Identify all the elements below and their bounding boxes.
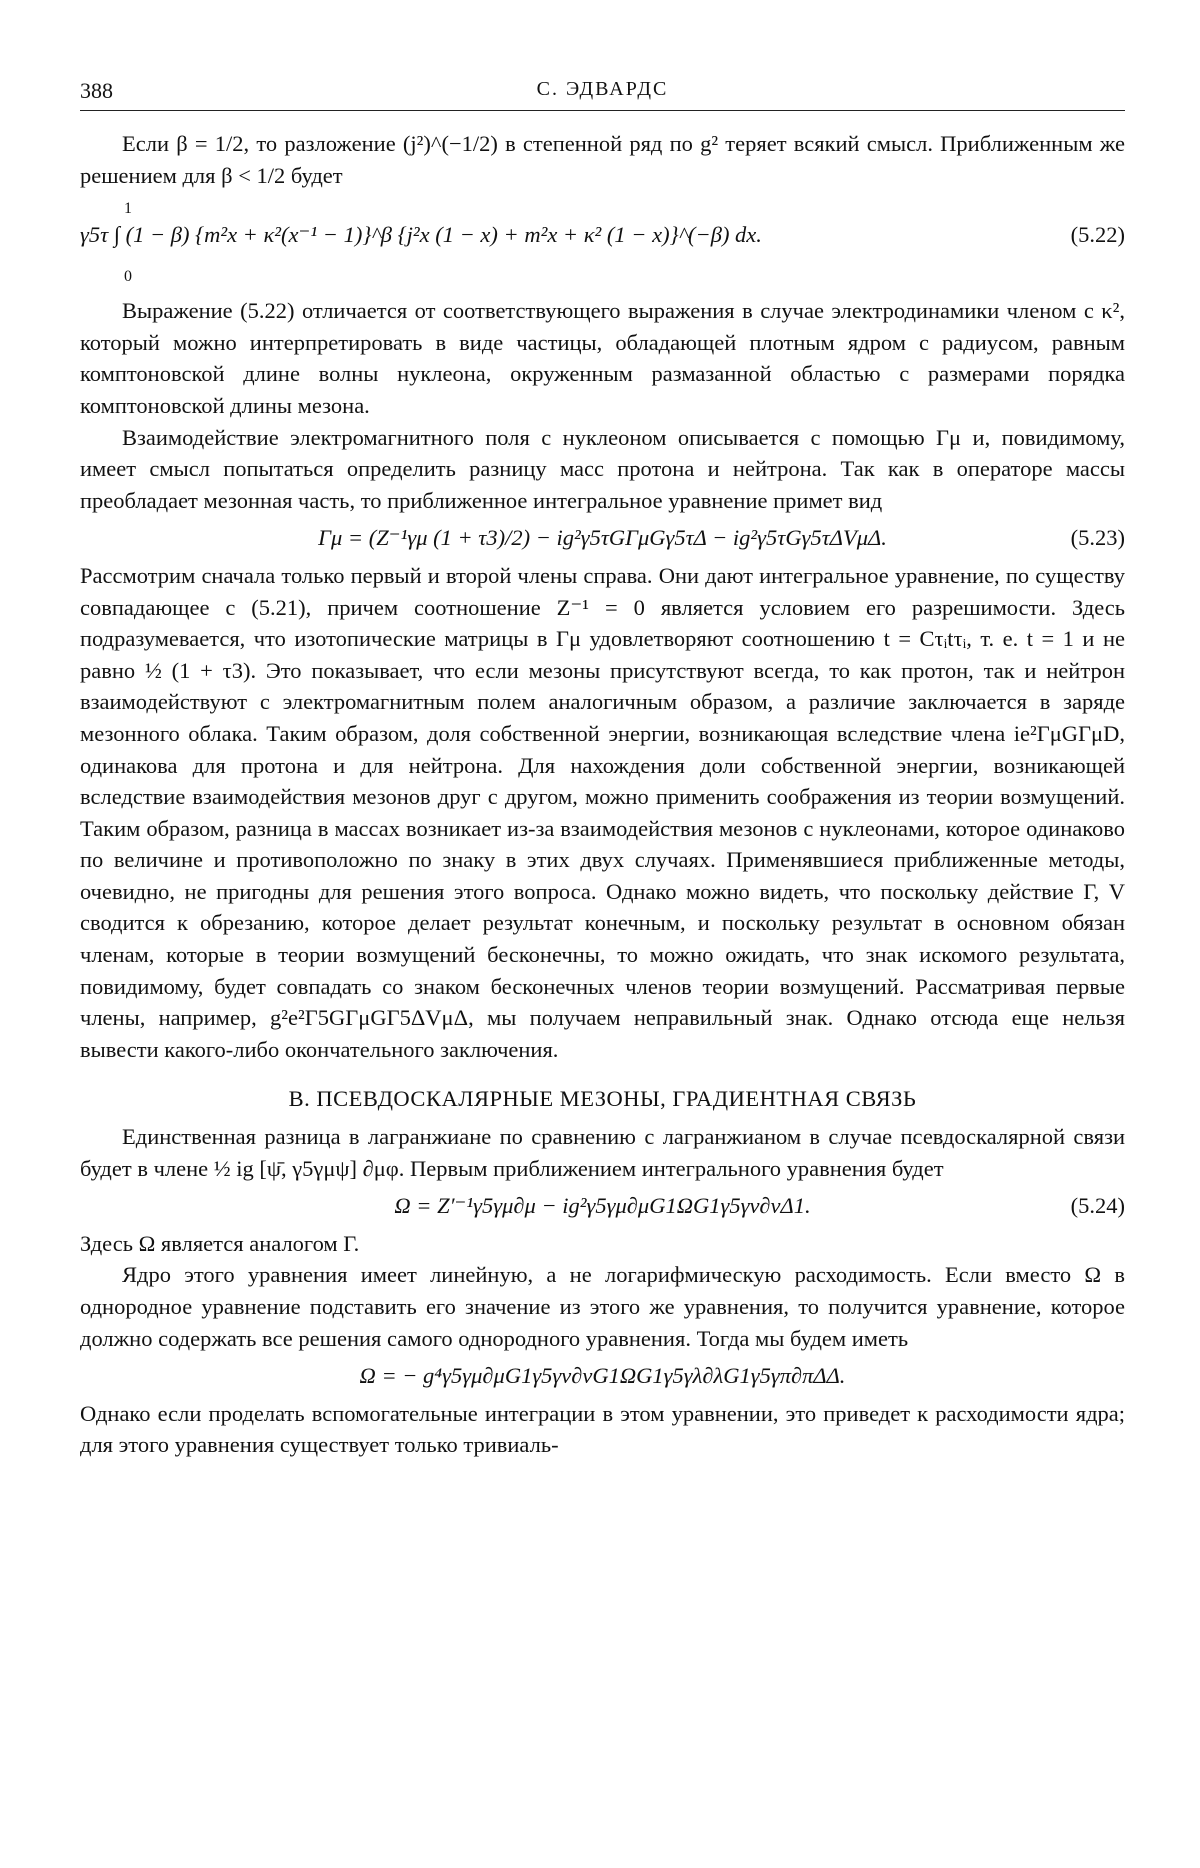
equation-body: Γμ = (Z⁻¹γμ (1 + τ3)/2) − ig²γ5τGΓμGγ5τΔ − ig²γ5τGγ5τΔVμΔ. bbox=[318, 525, 887, 551]
paragraph: Здесь Ω является аналогом Γ. bbox=[80, 1230, 360, 1256]
equation-body: Ω = − g⁴γ5γμ∂μG1γ5γν∂νG1ΩG1γ5γλ∂λG1γ5γπ∂πΔΔ. bbox=[359, 1363, 846, 1389]
equation-body: Ω = Z′⁻¹γ5γμ∂μ − ig²γ5γμ∂μG1ΩG1γ5γν∂νΔ1. bbox=[394, 1193, 811, 1219]
integral-lower-limit: 0 bbox=[124, 268, 132, 286]
paragraph: Ядро этого уравнения имеет линейную, а не логарифмическую расходимость. Если вместо Ω в однородное уравнение подставить его значение из этого же уравнения, то получится уравнение, которое должно содержать все решения самого однородного уравнения. Тогда мы будем иметь bbox=[80, 1262, 1125, 1351]
body-text bbox=[80, 128, 1125, 1461]
equation-5-22 bbox=[80, 193, 1125, 285]
equation-number: (5.24) bbox=[1070, 1193, 1125, 1219]
paragraph: Взаимодействие электромагнитного поля с нуклеоном описывается с помощью Γμ и, повидимому, имеет смысл попытаться определить разницу масс протона и нейтрона. Так как в операторе массы преобладает мезонная часть, то приближенное интегральное уравнение примет вид bbox=[80, 424, 1125, 513]
paragraph: Если β = 1/2, то разложение (j²)^(−1/2) в степенной ряд по g² теряет всякий смысл. Приближенным же решением для β < 1/2 будет bbox=[80, 131, 1125, 188]
equation-5-23 bbox=[80, 522, 1125, 554]
integral-upper-limit: 1 bbox=[124, 200, 132, 218]
equation-number: (5.23) bbox=[1070, 525, 1125, 551]
running-head: С. ЭДВАРДС bbox=[536, 78, 669, 100]
page-header bbox=[80, 66, 1125, 111]
paragraph: Рассмотрим сначала только первый и второй члены справа. Они дают интегральное уравнение, по существу совпадающее с (5.21), причем соотношение Z⁻¹ = 0 является условием его разрешимости. Здесь подразумевается, что изотопические матрицы в Γμ удовлетворяют соотношению t = Cτᵢtτᵢ, т. е. t = 1 и не равно ½ (1 + τ3). Это показывает, что если мезоны присутствуют всегда, то как протон, так и нейтрон взаимодействуют с электромагнитным полем аналогичным образом, а различие заключается в заряде мезонного облака. Таким образом, доля собственной энергии, возникающая вследствие члена ie²ΓμGΓμD, одинакова для протона и для нейтрона. Для нахождения доли собственной энергии, возникающей вследствие взаимодействия мезонов друг с другом, можно применить соображения из теории возмущений. Таким образом, разница в массах возникает из-за взаимодействия мезонов с нуклеонами, которое одинаково по величине и противоположно по знаку в этих двух случаях. Применявшиеся приближенные методы, очевидно, не пригодны для решения этого вопроса. Однако можно видеть, что поскольку действие Γ, V сводится к обрезанию, которое делает результат конечным, и поскольку результат в основном обязан членам, которые в теории возмущений бесконечны, то можно ожидать, что знак искомого результата, повидимому, будет совпадать со знаком бесконечных членов теории возмущений. Рассматривая первые члены, например, g²e²Γ5GΓμGΓ5ΔVμΔ, мы получаем неправильный знак. Однако отсюда еще нельзя вывести какого-либо окончательного заключения. bbox=[80, 562, 1125, 1062]
page-number: 388 bbox=[80, 78, 113, 103]
paragraph: Выражение (5.22) отличается от соответствующего выражения в случае электродинамики членом с κ², который можно интерпретировать в виде частицы, обладающей плотным ядром с радиусом, равным комптоновской длине волны нуклеона, окруженным размазанной областью с размерами порядка комптоновской длины мезона. bbox=[80, 298, 1125, 418]
section-title: В. ПСЕВДОСКАЛЯРНЫЕ МЕЗОНЫ, ГРАДИЕНТНАЯ СВЯЗЬ bbox=[288, 1086, 917, 1112]
paragraph: Однако если проделать вспомогательные интеграции в этом уравнении, это приведет к расходимости ядра; для этого уравнения существует только тривиаль- bbox=[80, 1400, 1125, 1458]
paragraph: Единственная разница в лагранжиане по сравнению с лагранжианом в случае псевдоскалярной связи будет в члене ½ ig [ψ̄, γ5γμψ] ∂μφ. Первым приближением интегрального уравнения будет bbox=[80, 1124, 1125, 1181]
equation-number: (5.22) bbox=[1070, 222, 1125, 248]
equation-5-24 bbox=[80, 1190, 1125, 1222]
equation-unnumbered bbox=[80, 1360, 1125, 1392]
equation-body: γ5τ ∫ (1 − β) {m²x + κ²(x⁻¹ − 1)}^β {j²x (1 − x) + m²x + κ² (1 − x)}^(−β) dx. bbox=[80, 222, 762, 248]
